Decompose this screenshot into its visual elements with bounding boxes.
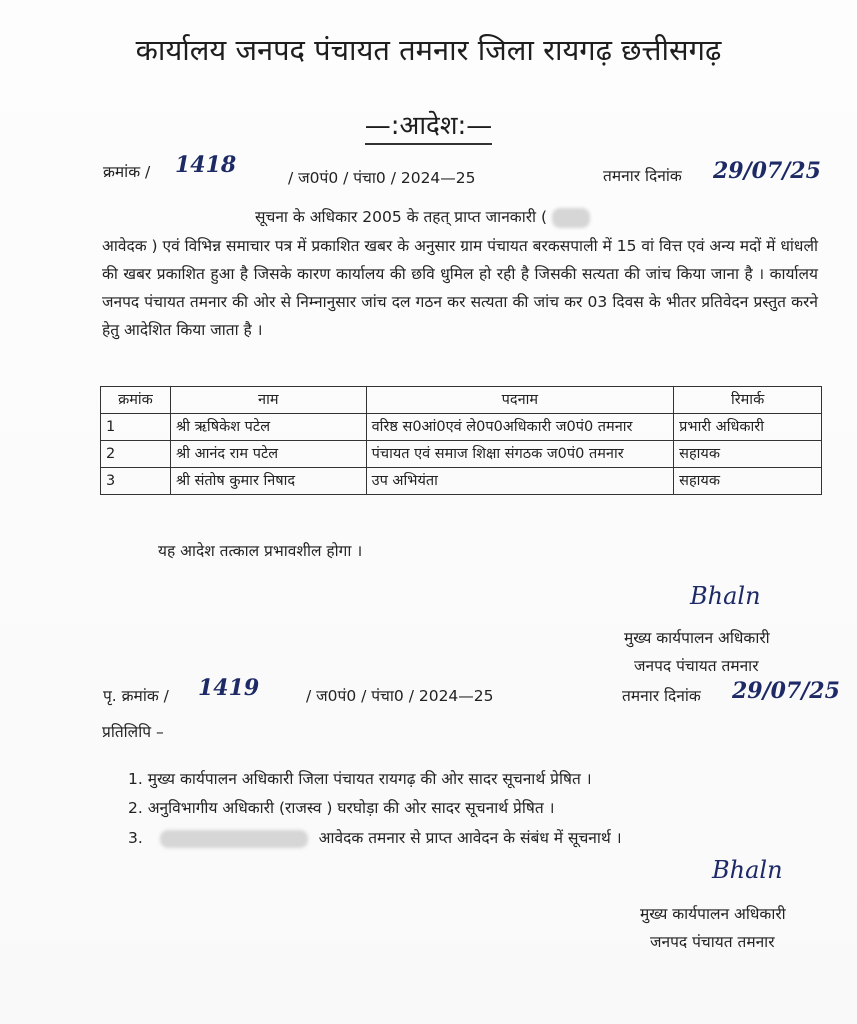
header-remark: रिमार्क xyxy=(674,387,822,414)
cell-serial: 3 xyxy=(101,468,171,495)
copy-number-label: पृ. क्रमांक / xyxy=(103,687,169,705)
office-title: कार्यालय जनपद पंचायत तमनार जिला रायगढ़ छत्तीसगढ़ xyxy=(135,33,722,67)
signatory-designation: मुख्य कार्यपालन अधिकारी xyxy=(624,629,770,647)
cell-designation: वरिष्ठ स0आं0एवं ले0प0अधिकारी ज0पं0 तमनार xyxy=(366,414,674,441)
signature-mark: Bhaln xyxy=(690,582,761,610)
cell-name: श्री संतोष कुमार निषाद xyxy=(170,468,366,495)
redacted-name xyxy=(160,830,308,848)
order-number-label: क्रमांक / xyxy=(103,163,151,181)
body-paragraph-first-line xyxy=(255,205,590,228)
copy-list-item-number: 3. xyxy=(128,829,143,847)
cell-remark: सहायक xyxy=(674,441,822,468)
signature-mark: Bhaln xyxy=(712,856,783,884)
cell-name: श्री ऋषिकेश पटेल xyxy=(170,414,366,441)
order-heading xyxy=(0,106,857,142)
order-number-handwritten: 1418 xyxy=(175,152,237,178)
order-number-suffix: / ज0पं0 / पंचा0 / 2024—25 xyxy=(288,169,476,187)
copy-list-item: 2. अनुविभागीय अधिकारी (राजस्व ) घरघोड़ा की ओर सादर सूचनार्थ प्रेषित । xyxy=(128,799,555,817)
order-heading-text: —:आदेश:— xyxy=(365,111,493,145)
body-first-line-text: सूचना के अधिकार 2005 के तहत् प्राप्त जानकारी ( xyxy=(255,208,548,226)
redacted-name xyxy=(552,208,590,228)
cell-designation: पंचायत एवं समाज शिक्षा संगठक ज0पं0 तमनार xyxy=(366,441,674,468)
cell-name: श्री आनंद राम पटेल xyxy=(170,441,366,468)
signatory-designation: मुख्य कार्यपालन अधिकारी xyxy=(640,905,786,923)
cell-designation: उप अभियंता xyxy=(366,468,674,495)
signatory-office: जनपद पंचायत तमनार xyxy=(634,657,759,675)
copy-list-item xyxy=(128,826,622,848)
copy-number-handwritten: 1419 xyxy=(198,675,260,701)
header-name: नाम xyxy=(170,387,366,414)
effective-note: यह आदेश तत्काल प्रभावशील होगा । xyxy=(158,542,363,560)
order-date-handwritten: 29/07/25 xyxy=(713,158,821,184)
copy-number-suffix: / ज0पं0 / पंचा0 / 2024—25 xyxy=(306,687,494,705)
inquiry-team-table xyxy=(100,386,822,495)
body-paragraph: आवेदक ) एवं विभिन्न समाचार पत्र में प्रकाशित खबर के अनुसार ग्राम पंचायत बरकसपाली में 15 वां वित्त एवं अन्य मदों में धांधली की खबर प्रकाशित हुआ है जिसके कारण कार्यालय की छवि धुमिल हो रही है जिसकी सत्यता की जांच किया जाना है । कार्यालय जनपद पंचायत तमनार की ओर से निम्नानुसार जांच दल गठन कर सत्यता की जांच कर 03 दिवस के भीतर प्रतिवेदन प्रस्तुत करने हेतु आदेशित किया जाता है । xyxy=(102,237,818,339)
table-row xyxy=(101,414,822,441)
order-date-label: तमनार दिनांक xyxy=(603,167,682,185)
header-serial: क्रमांक xyxy=(101,387,171,414)
cell-remark: प्रभारी अधिकारी xyxy=(674,414,822,441)
cell-serial: 2 xyxy=(101,441,171,468)
table-row xyxy=(101,441,822,468)
copy-list-item-text: आवेदक तमनार से प्राप्त आवेदन के संबंध में सूचनार्थ । xyxy=(318,829,622,847)
copy-date-handwritten: 29/07/25 xyxy=(732,678,840,704)
cell-remark: सहायक xyxy=(674,468,822,495)
copy-list-item: 1. मुख्य कार्यपालन अधिकारी जिला पंचायत रायगढ़ की ओर सादर सूचनार्थ प्रेषित । xyxy=(128,770,592,788)
signatory-office: जनपद पंचायत तमनार xyxy=(650,933,775,951)
table-header-row xyxy=(101,387,822,414)
copy-to-heading: प्रतिलिपि – xyxy=(102,723,164,741)
copy-date-label: तमनार दिनांक xyxy=(622,687,701,705)
cell-serial: 1 xyxy=(101,414,171,441)
table-row xyxy=(101,468,822,495)
header-designation: पदनाम xyxy=(366,387,674,414)
